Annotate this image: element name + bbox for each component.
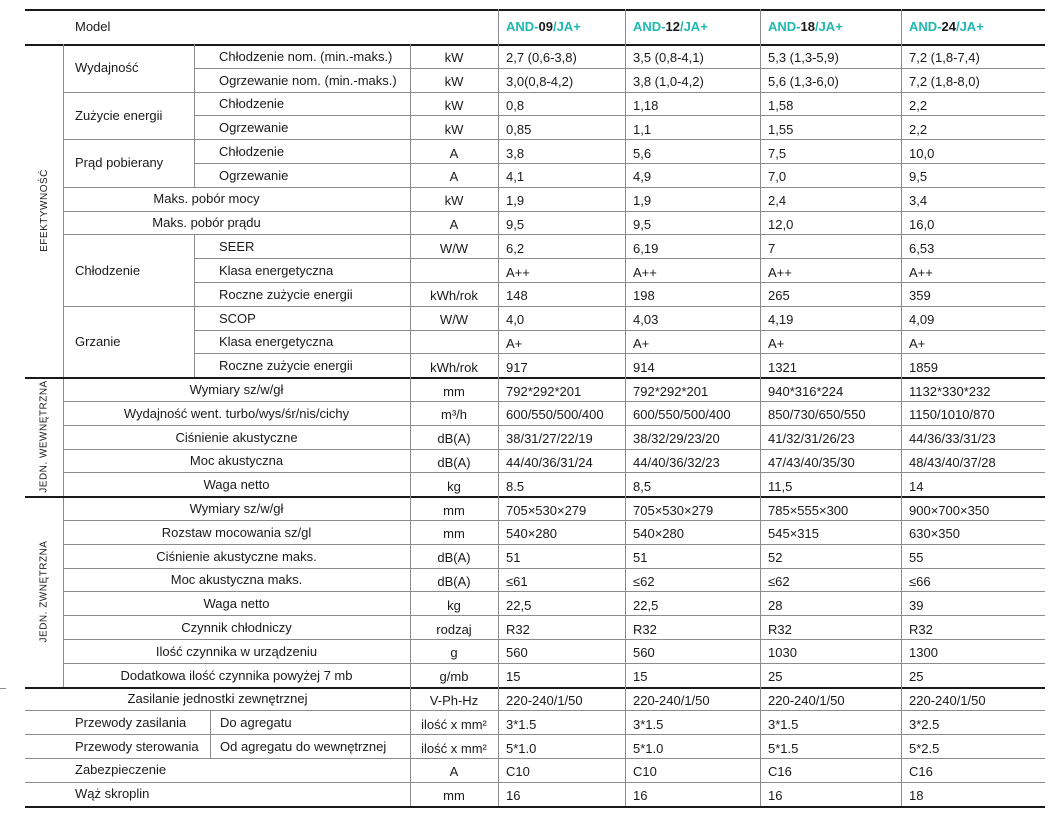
row-label: Chłodzenie — [219, 96, 285, 112]
group-label-grzanie: Grzanie — [75, 333, 121, 349]
row-label: Roczne zużycie energii — [219, 358, 353, 374]
row-value: 5,3 (1,3-5,9) — [768, 50, 839, 66]
row-value: 22,5 — [633, 597, 659, 613]
row-label: Zabezpieczenie — [75, 762, 167, 778]
table-bottom-border — [25, 806, 1045, 808]
row-value: R32 — [768, 621, 792, 637]
row-value: 220-240/1/50 — [909, 692, 986, 708]
group-divider — [194, 234, 195, 305]
row-value: 22,5 — [506, 597, 532, 613]
row-unit: mm — [443, 502, 465, 518]
row-label: Ciśnienie akustyczne maks. — [156, 548, 317, 564]
row-value: R32 — [633, 621, 657, 637]
row-value: C10 — [633, 764, 657, 780]
row-value: 10,0 — [909, 145, 935, 161]
row-value: 540×280 — [506, 526, 557, 542]
group-label-zuzycie: Zużycie energii — [75, 107, 163, 123]
row-value: A+ — [909, 335, 926, 351]
row-value: 220-240/1/50 — [633, 692, 710, 708]
row-value: ≤66 — [909, 573, 931, 589]
row-value: 41/32/31/26/23 — [768, 431, 855, 447]
row-value: 16 — [506, 788, 521, 804]
row-value: 4,0 — [506, 312, 525, 328]
row-label: Klasa energetyczna — [219, 263, 334, 279]
unit-column-divider — [410, 44, 411, 806]
row-value: 1030 — [768, 645, 797, 661]
row-unit: kW — [444, 50, 464, 66]
row-value: 16 — [768, 788, 783, 804]
row-value: 705×530×279 — [506, 502, 587, 518]
row-value: A++ — [506, 264, 530, 280]
row-value: 15 — [506, 669, 521, 685]
row-value: 5*1.0 — [506, 740, 537, 756]
row-value: 4,19 — [768, 312, 794, 328]
model-header-label: Model — [75, 19, 111, 34]
row-value: ≤62 — [768, 573, 790, 589]
row-label: Maks. pobór mocy — [153, 191, 260, 207]
row-label: Klasa energetyczna — [219, 334, 334, 350]
row-value: 51 — [506, 550, 521, 566]
spec-table — [25, 9, 1045, 809]
row-unit — [410, 258, 498, 282]
row-unit: A — [449, 216, 459, 232]
row-label: Chłodzenie nom. (min.-maks.) — [219, 48, 393, 64]
row-value: 1859 — [909, 359, 938, 375]
row-unit: kWh/rok — [430, 359, 478, 375]
row-unit: ilość x mm² — [421, 740, 487, 756]
row-value: 25 — [768, 669, 783, 685]
row-unit: dB(A) — [437, 454, 471, 470]
model-header-12 — [625, 9, 760, 44]
row-value: 7,2 (1,8-7,4) — [909, 50, 980, 66]
row-value: 51 — [633, 550, 648, 566]
row-unit: kW — [444, 193, 464, 209]
section-label-outdoor — [25, 496, 63, 686]
row-value: 25 — [909, 669, 924, 685]
column-divider — [210, 710, 211, 734]
row-label: Rozstaw mocowania sz/gl — [161, 524, 312, 540]
section-label-indoor — [25, 377, 63, 496]
row-label: Roczne zużycie energii — [219, 286, 353, 302]
row-unit: rodzaj — [436, 621, 472, 637]
row-value: 1,9 — [506, 193, 525, 209]
model-name-num: 24 — [941, 19, 956, 34]
row-value: 5*1.5 — [768, 740, 799, 756]
row-value: 16,0 — [909, 216, 935, 232]
row-value: C10 — [506, 764, 530, 780]
row-group-label: Przewody zasilania — [75, 714, 187, 730]
row-value: 6,53 — [909, 240, 935, 256]
row-value: 785×555×300 — [768, 502, 849, 518]
section-title: JEDN. WEWNĘTRZNA — [38, 380, 50, 493]
row-unit: dB(A) — [437, 431, 471, 447]
row-value: 265 — [768, 288, 790, 304]
row-unit: A — [449, 169, 459, 185]
row-label: Ilość czynnika w urządzeniu — [155, 643, 318, 659]
row-value: 3*2.5 — [909, 716, 940, 732]
row-value: 15 — [633, 669, 648, 685]
row-value: 44/40/36/31/24 — [506, 454, 593, 470]
row-value: 705×530×279 — [633, 502, 714, 518]
row-unit: dB(A) — [437, 550, 471, 566]
row-label: Maks. pobór prądu — [152, 214, 261, 230]
row-value: 0,8 — [506, 97, 525, 113]
row-value: 540×280 — [633, 526, 684, 542]
model-header-09 — [498, 9, 625, 44]
row-label: Ciśnienie akustyczne — [175, 429, 298, 445]
row-unit: mm — [443, 526, 465, 542]
row-label: SEER — [219, 239, 255, 255]
row-unit: g — [450, 645, 458, 661]
row-value: 220-240/1/50 — [768, 692, 845, 708]
row-value: 55 — [909, 550, 924, 566]
row-unit: m³/h — [441, 407, 467, 423]
row-label: Waga netto — [203, 477, 270, 493]
row-value: 8,5 — [633, 478, 652, 494]
row-label: Od agregatu do wewnętrznej — [220, 738, 387, 754]
value-column-divider — [498, 9, 499, 806]
row-label: Moc akustyczna — [189, 453, 284, 469]
row-value: ≤61 — [506, 573, 528, 589]
model-header-18 — [760, 9, 901, 44]
row-value: 7 — [768, 240, 776, 256]
row-value: 1321 — [768, 359, 797, 375]
row-value: 560 — [633, 645, 655, 661]
value-column-divider — [901, 9, 902, 806]
row-label: Wydajność went. turbo/wys/śr/nis/cichy — [123, 405, 350, 421]
row-value: A++ — [633, 264, 657, 280]
row-value: 359 — [909, 288, 931, 304]
row-value: 48/43/40/37/28 — [909, 454, 996, 470]
row-unit — [410, 330, 498, 354]
row-value: 9,5 — [633, 216, 652, 232]
row-value: ≤62 — [633, 573, 655, 589]
row-value: 14 — [909, 478, 924, 494]
row-value: 44/36/33/31/23 — [909, 431, 996, 447]
column-divider — [210, 734, 211, 758]
row-value: 11,5 — [768, 478, 793, 494]
row-value: A++ — [768, 264, 792, 280]
row-value: 1,9 — [633, 193, 652, 209]
row-value: 3,5 (0,8-4,1) — [633, 50, 704, 66]
row-unit: mm — [443, 788, 465, 804]
row-value: A++ — [909, 264, 933, 280]
row-value: 44/40/36/32/23 — [633, 454, 720, 470]
row-unit: A — [449, 764, 459, 780]
row-unit: V-Ph-Hz — [429, 692, 479, 708]
row-value: A+ — [768, 335, 785, 351]
row-value: 1132*330*232 — [909, 383, 991, 399]
row-value: 38/31/27/22/19 — [506, 431, 593, 447]
row-value: C16 — [768, 764, 792, 780]
row-label: SCOP — [219, 310, 256, 326]
row-value: 3,4 — [909, 193, 928, 209]
model-name-suffix: /JA+ — [955, 19, 984, 34]
row-value: 900×700×350 — [909, 502, 990, 518]
row-value: 2,4 — [768, 193, 787, 209]
row-value: 850/730/650/550 — [768, 407, 866, 423]
row-value: 12,0 — [768, 216, 794, 232]
row-value: 198 — [633, 288, 655, 304]
model-name-num: 12 — [665, 19, 680, 34]
row-value: C16 — [909, 764, 933, 780]
row-value: A+ — [506, 335, 523, 351]
group-label-prad: Prąd pobierany — [75, 155, 164, 171]
row-value: 148 — [506, 288, 528, 304]
section-title: JEDN. ZWNĘTRZNA — [38, 540, 50, 643]
row-unit: g/mb — [439, 669, 469, 685]
row-value: 9,5 — [506, 216, 525, 232]
row-value: 6,2 — [506, 240, 525, 256]
model-name-suffix: /JA+ — [814, 19, 843, 34]
row-group-label: Przewody sterowania — [75, 738, 199, 754]
row-label: Do agregatu — [220, 714, 292, 730]
row-label: Chłodzenie — [219, 144, 285, 160]
row-unit: dB(A) — [437, 573, 471, 589]
group-label-wydajnosc: Wydajność — [75, 60, 139, 76]
row-value: 38/32/29/23/20 — [633, 431, 720, 447]
row-value: 9,5 — [909, 169, 928, 185]
row-label: Dodatkowa ilość czynnika powyżej 7 mb — [120, 667, 353, 683]
row-value: R32 — [909, 621, 933, 637]
row-label: Ogrzewanie — [219, 167, 289, 183]
row-value: 8.5 — [506, 478, 525, 494]
row-value: 7,0 — [768, 169, 787, 185]
section-title: EFEKTYWNOŚĆ — [38, 169, 50, 252]
row-value: 5,6 — [633, 145, 652, 161]
row-unit: mm — [443, 383, 465, 399]
row-value: 5,6 (1,3-6,0) — [768, 74, 839, 90]
row-value: 5*2.5 — [909, 740, 940, 756]
row-value: 1300 — [909, 645, 938, 661]
row-unit: kg — [447, 478, 461, 494]
row-label: Zasilanie jednostki zewnętrznej — [127, 691, 308, 707]
row-label: Ogrzewanie — [219, 120, 289, 136]
row-value: 3,8 (1,0-4,2) — [633, 74, 704, 90]
row-unit: W/W — [439, 240, 469, 256]
row-value: 4,1 — [506, 169, 525, 185]
row-value: 600/550/500/400 — [506, 407, 604, 423]
row-value: 3*1.5 — [506, 716, 537, 732]
row-unit: kW — [444, 121, 464, 137]
row-value: 940*316*224 — [768, 383, 844, 399]
row-value: 2,7 (0,6-3,8) — [506, 50, 577, 66]
row-value: 18 — [909, 788, 924, 804]
row-unit: W/W — [439, 312, 469, 328]
row-value: 4,9 — [633, 169, 652, 185]
row-unit: ilość x mm² — [421, 716, 487, 732]
row-value: 1,55 — [768, 121, 794, 137]
model-header-24 — [901, 9, 1045, 44]
section-label-efficiency — [25, 44, 63, 377]
model-name-base: AND- — [633, 19, 666, 34]
row-value: 1,58 — [768, 97, 794, 113]
row-value: R32 — [506, 621, 530, 637]
value-column-divider — [625, 9, 626, 806]
row-unit: kWh/rok — [430, 288, 478, 304]
row-value: 220-240/1/50 — [506, 692, 583, 708]
row-value: 3*1.5 — [633, 716, 664, 732]
row-value: 28 — [768, 597, 783, 613]
group-label-chlodzenie: Chłodzenie — [75, 262, 141, 278]
row-value: 600/550/500/400 — [633, 407, 731, 423]
model-name-num: 09 — [538, 19, 553, 34]
row-value: 3*1.5 — [768, 716, 799, 732]
row-unit: A — [449, 145, 459, 161]
row-value: 16 — [633, 788, 648, 804]
row-label: Wymiary sz/w/gł — [189, 382, 284, 398]
group-divider — [194, 306, 195, 377]
row-value: 2,2 — [909, 97, 928, 113]
row-value: 792*292*201 — [506, 383, 582, 399]
row-value: 914 — [633, 359, 655, 375]
row-label: Moc akustyczna maks. — [170, 572, 303, 588]
model-name-base: AND- — [909, 19, 942, 34]
row-value: 39 — [909, 597, 924, 613]
row-unit: kW — [444, 97, 464, 113]
row-label: Ogrzewanie nom. (min.-maks.) — [219, 72, 397, 88]
row-unit: kg — [447, 597, 461, 613]
row-label: Wymiary sz/w/gł — [189, 501, 284, 517]
row-value: 917 — [506, 359, 528, 375]
model-name-suffix: /JA+ — [679, 19, 708, 34]
row-value: 545×315 — [768, 526, 819, 542]
row-value: 47/43/40/35/30 — [768, 454, 855, 470]
row-label: Czynnik chłodniczy — [181, 620, 292, 636]
row-value: 7,2 (1,8-8,0) — [909, 74, 980, 90]
value-column-divider — [760, 9, 761, 806]
row-value: 5*1.0 — [633, 740, 664, 756]
edge-mark — [0, 688, 6, 689]
row-value: 6,19 — [633, 240, 659, 256]
row-value: 4,03 — [633, 312, 659, 328]
row-value: 2,2 — [909, 121, 928, 137]
row-value: 7,5 — [768, 145, 787, 161]
row-unit: kW — [444, 74, 464, 90]
row-value: 52 — [768, 550, 783, 566]
model-name-base: AND- — [506, 19, 539, 34]
row-value: 1,18 — [633, 97, 659, 113]
row-value: 560 — [506, 645, 528, 661]
row-value: 3,8 — [506, 145, 525, 161]
row-value: A+ — [633, 335, 650, 351]
row-value: 4,09 — [909, 312, 935, 328]
row-value: 3,0(0,8-4,2) — [506, 74, 574, 90]
row-value: 630×350 — [909, 526, 960, 542]
row-label: Wąż skroplin — [75, 786, 150, 802]
row-value: 0,85 — [506, 121, 532, 137]
row-value: 1150/1010/870 — [909, 407, 995, 423]
row-value: 792*292*201 — [633, 383, 709, 399]
row-label: Waga netto — [203, 596, 270, 612]
model-name-num: 18 — [800, 19, 815, 34]
row-value: 1,1 — [633, 121, 652, 137]
model-name-suffix: /JA+ — [552, 19, 581, 34]
model-name-base: AND- — [768, 19, 801, 34]
